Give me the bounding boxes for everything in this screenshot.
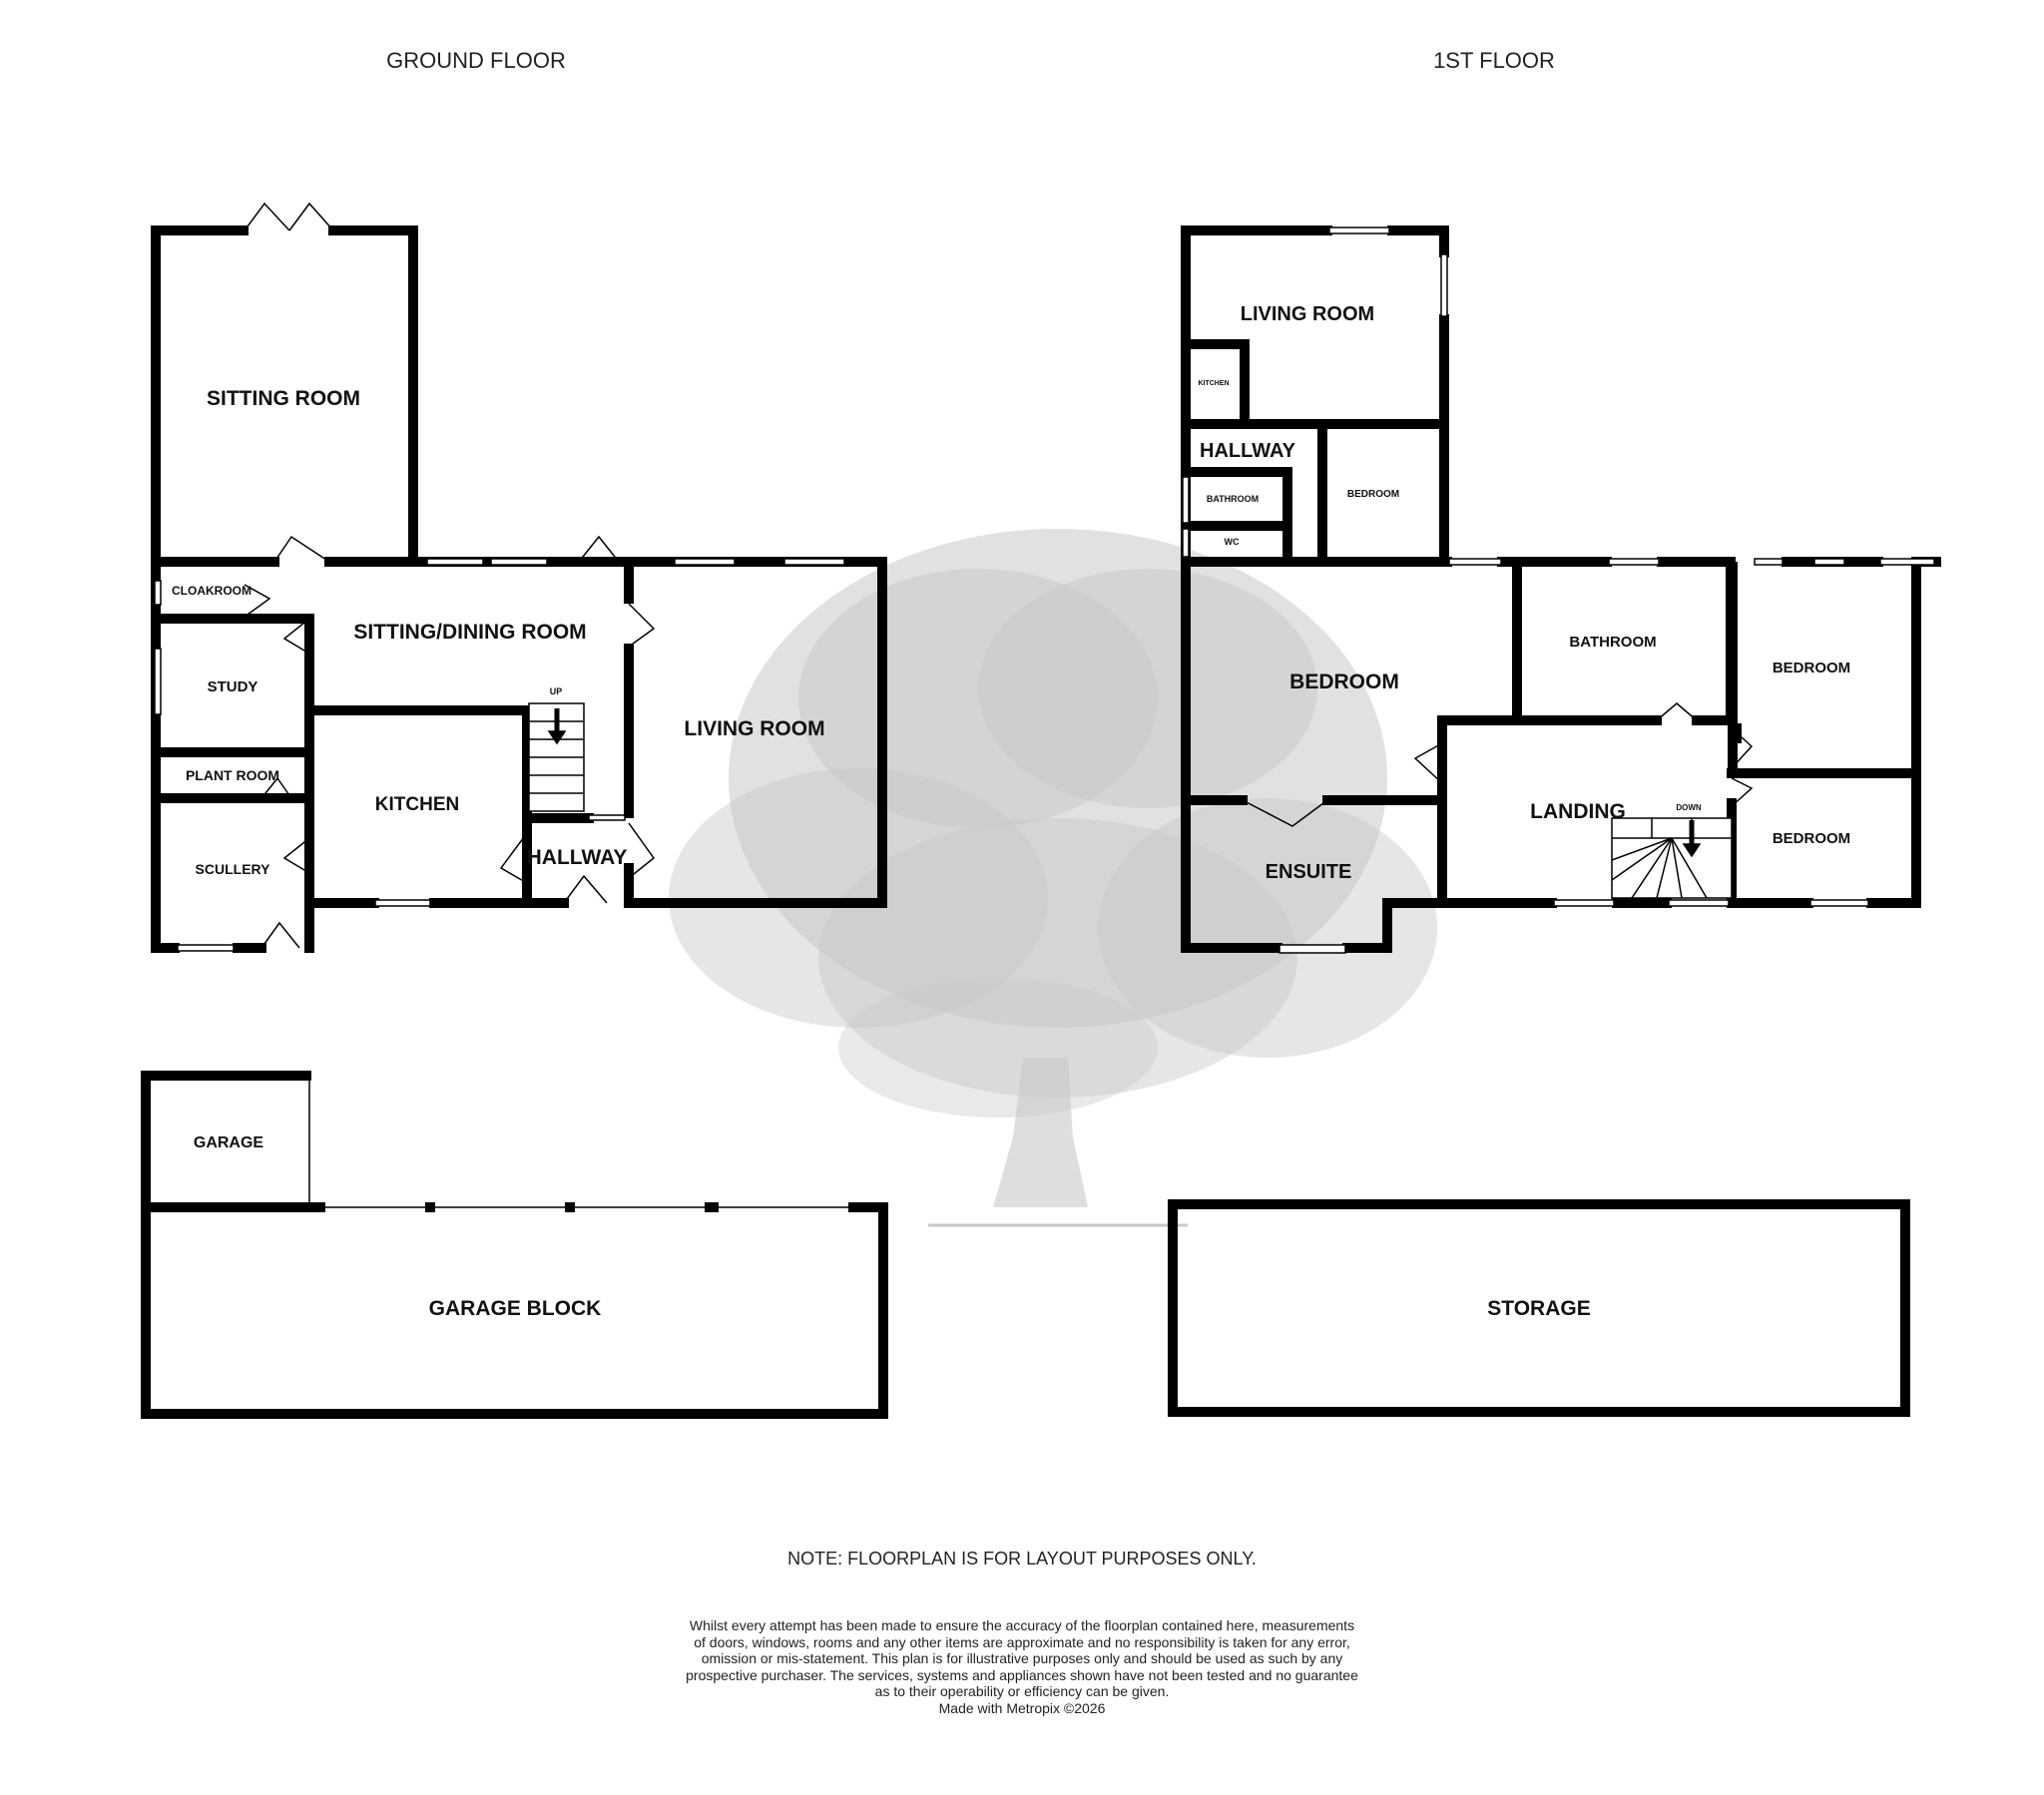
layout-note: NOTE: FLOORPLAN IS FOR LAYOUT PURPOSES ONLY. xyxy=(787,1549,1257,1569)
ground-stairs xyxy=(529,703,584,811)
credit-line: Made with Metropix ©2026 xyxy=(938,1699,1106,1716)
label-bedroom-right-top: BEDROOM xyxy=(1772,660,1851,676)
disclaimer-line: omission or mis-statement. This plan is for illustrative purposes only and should be used as such by any xyxy=(701,1650,1343,1666)
label-stairs-up: UP xyxy=(549,686,563,696)
label-living-room-first: LIVING ROOM xyxy=(1240,303,1375,325)
label-garage-block: GARAGE BLOCK xyxy=(428,1297,602,1320)
label-bathroom: BATHROOM xyxy=(1569,634,1657,651)
garage-walls xyxy=(146,1076,883,1414)
disclaimer-line: of doors, windows, rooms and any other items are approximate and no responsibility is taken for any error, xyxy=(694,1633,1350,1650)
disclaimer-line: prospective purchaser. The services, systems and appliances shown have not been tested and no guarantee xyxy=(686,1666,1358,1683)
disclaimer-line: Whilst every attempt has been made to ensure the accuracy of the floorplan contained here, measurements xyxy=(689,1617,1355,1633)
first-floor-title: 1ST FLOOR xyxy=(1433,48,1555,73)
label-kitchen: KITCHEN xyxy=(374,794,460,815)
first-stairs xyxy=(1612,818,1732,898)
label-wc: WC xyxy=(1224,537,1240,547)
label-sitting-dining-room: SITTING/DINING ROOM xyxy=(353,621,587,644)
label-landing: LANDING xyxy=(1530,800,1626,823)
label-kitchen-first: KITCHEN xyxy=(1198,380,1230,387)
label-ensuite: ENSUITE xyxy=(1265,861,1352,883)
label-bedroom-right-bottom: BEDROOM xyxy=(1772,830,1851,847)
label-storage: STORAGE xyxy=(1487,1297,1591,1320)
label-hallway-ground: HALLWAY xyxy=(526,846,628,869)
label-cloakroom: CLOAKROOM xyxy=(172,584,252,598)
label-living-room-ground: LIVING ROOM xyxy=(684,717,825,740)
disclaimer-line: as to their operability or efficiency can be given. xyxy=(874,1683,1170,1699)
label-stairs-down: DOWN xyxy=(1676,803,1702,812)
label-bathroom-small: BATHROOM xyxy=(1206,494,1260,504)
label-hallway-first: HALLWAY xyxy=(1200,440,1295,462)
label-scullery: SCULLERY xyxy=(195,861,270,877)
label-sitting-room: SITTING ROOM xyxy=(207,387,360,410)
label-bedroom-small: BEDROOM xyxy=(1346,489,1400,500)
ground-floor-title: GROUND FLOOR xyxy=(386,48,566,73)
disclaimer xyxy=(0,1617,2044,1716)
label-garage: GARAGE xyxy=(193,1134,264,1151)
label-study: STUDY xyxy=(207,678,258,695)
label-bedroom-main: BEDROOM xyxy=(1289,671,1399,693)
label-plant-room: PLANT ROOM xyxy=(185,767,280,783)
